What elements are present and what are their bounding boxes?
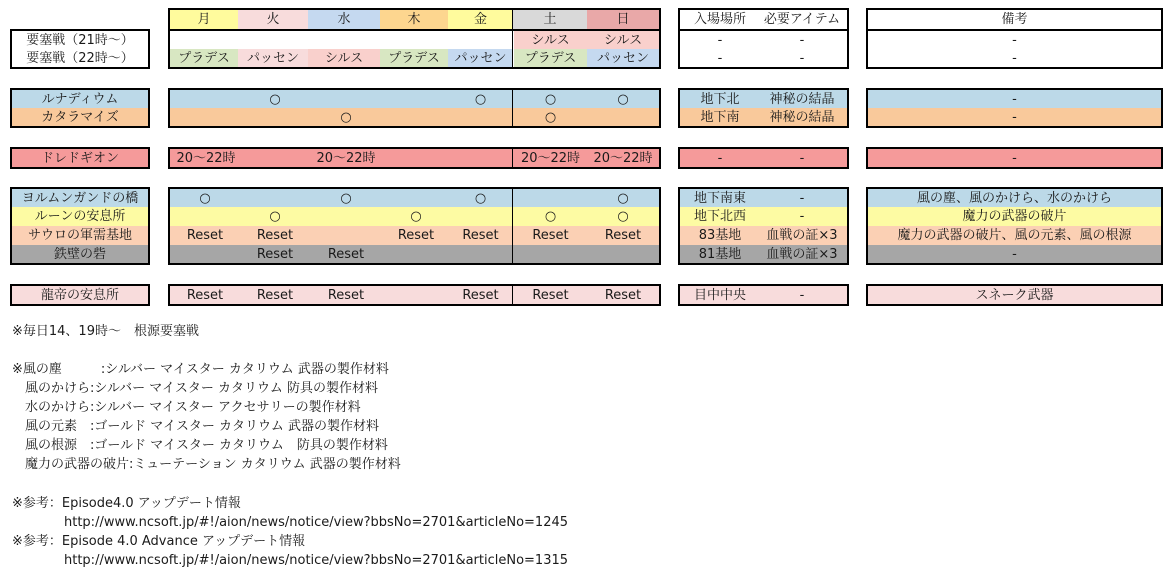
- dragon-name: 龍帝の安息所: [40, 287, 119, 303]
- reference-title: ※参考：Episode4.0 アップデート情報: [12, 496, 241, 511]
- sauro-sun: Reset: [604, 228, 642, 243]
- fortress22-entry: -: [717, 50, 723, 66]
- fortress21-sat: シルス: [514, 31, 587, 49]
- fortress-21-label: 要塞戦（21時～）: [26, 32, 134, 48]
- lunadium-sun: ○: [617, 91, 629, 107]
- group3-notes: [866, 187, 1163, 265]
- ironwall-tue: Reset: [256, 246, 294, 262]
- sauro-note: 魔力の武器の破片、風の元素、風の根源: [868, 226, 1161, 245]
- group3-names: [10, 187, 150, 265]
- jormungand-fri: ○: [474, 190, 487, 206]
- group1-names: [10, 88, 150, 128]
- fortress22-thu: プラデス: [380, 49, 448, 67]
- notes-header-label: 備考: [1001, 12, 1028, 27]
- sauro-entry: 83基地: [698, 228, 742, 243]
- dragon-sun: Reset: [604, 287, 642, 303]
- sauro-fri: Reset: [462, 228, 499, 243]
- dragon-name-box: [10, 284, 150, 306]
- day-tue: 火: [238, 10, 308, 29]
- day-sun: 日: [587, 10, 659, 29]
- fortress22-sat: プラデス: [514, 49, 587, 67]
- kataramize-wed: ○: [340, 109, 352, 125]
- dredgion-sat: 20～22時: [520, 150, 581, 166]
- dredgion-name-box: [10, 147, 150, 169]
- dredgion-wed: 20～22時: [316, 150, 376, 166]
- dragon-entry: 目中中央: [693, 287, 746, 303]
- dragon-fri: Reset: [462, 287, 499, 303]
- fortress21-entry: -: [717, 32, 723, 48]
- fortress22-mon: プラデス: [170, 49, 238, 67]
- rune-sat: ○: [544, 209, 557, 224]
- rune-sun: ○: [617, 209, 629, 224]
- daily-note: ※毎日14、19時～ 根源要塞戦: [12, 324, 199, 339]
- fortress21-sun: シルス: [587, 31, 659, 49]
- sauro-tue: Reset: [256, 228, 294, 243]
- fortress22-sun: パッセン: [587, 49, 659, 67]
- weekend-divider: [512, 8, 513, 31]
- dragon-mon: Reset: [186, 287, 224, 303]
- jormungand-name: ヨルムンガンドの橋: [12, 189, 148, 207]
- fortress22-tue: パッセン: [238, 49, 308, 67]
- dredgion-mon: 20～22時: [176, 150, 236, 166]
- dragon-schedule: [168, 284, 661, 306]
- material-line: 魔力の武器の破片:ミューテーション カタリウム 武器の製作材料: [12, 457, 401, 472]
- rune-thu: ○: [410, 209, 422, 224]
- dragon-entry-box: [678, 284, 849, 306]
- dredgion-entry-box: [678, 147, 849, 169]
- jormungand-note: 風の塵、風のかけら、水のかけら: [868, 189, 1161, 207]
- lunadium-item: 神秘の結晶: [769, 91, 835, 107]
- day-fri: 金: [448, 10, 513, 29]
- rune-entry: 地下北西: [693, 209, 746, 224]
- day-mon: 月: [170, 10, 238, 29]
- lunadium-note: -: [868, 90, 1161, 108]
- dragon-weekend-divider: [512, 284, 513, 306]
- lunadium-tue: ○: [269, 91, 281, 107]
- dragon-tue: Reset: [256, 287, 294, 303]
- dredgion-item: -: [799, 150, 805, 166]
- fortress21-item: -: [799, 32, 805, 48]
- dredgion-sun: 20～22時: [593, 150, 653, 166]
- rune-item: -: [799, 209, 805, 224]
- entry-item-header: [678, 8, 849, 31]
- kataramize-entry: 地下南: [700, 109, 740, 125]
- jormungand-row-bg: [170, 189, 659, 207]
- fortress-frame: [168, 29, 661, 69]
- kataramize-note: -: [868, 108, 1161, 126]
- fortress-notes: [866, 29, 1163, 69]
- ironwall-name: 鉄壁の砦: [12, 245, 148, 263]
- dredgion-note-box: [866, 147, 1163, 169]
- kataramize-name: カタラマイズ: [12, 108, 148, 126]
- group3-weekend-divider: [512, 187, 513, 265]
- jormungand-sun: ○: [617, 190, 629, 206]
- material-line: 風の元素 :ゴールド マイスター カタリウム 武器の製作材料: [12, 419, 379, 434]
- fortress22-item: -: [799, 50, 805, 66]
- day-wed: 水: [308, 10, 380, 29]
- reference-link[interactable]: http://www.ncsoft.jp/#!/aion/news/notice/view?bbsNo=2701&articleNo=1315: [12, 553, 569, 568]
- fortress22-fri: パッセン: [448, 49, 513, 67]
- dredgion-schedule: [168, 147, 661, 169]
- dragon-item: -: [799, 287, 805, 303]
- rune-note: 魔力の武器の破片: [868, 207, 1161, 226]
- group3-schedule: [168, 187, 661, 265]
- jormungand-item: -: [799, 190, 805, 206]
- lunadium-entry: 地下北: [700, 91, 740, 107]
- group3-entry: [678, 187, 849, 265]
- rune-tue: ○: [269, 209, 281, 224]
- dragon-note: スネーク武器: [975, 287, 1054, 303]
- group1-entry: [678, 88, 849, 128]
- dredgion-weekend-divider: [512, 147, 513, 169]
- kataramize-item: 神秘の結晶: [769, 109, 835, 125]
- ironwall-note: -: [868, 245, 1161, 263]
- sauro-name: サウロの軍需基地: [12, 226, 148, 245]
- material-line: 風のかけら:シルバー マイスター カタリウム 防具の製作材料: [12, 381, 379, 396]
- weekday-frame: [168, 8, 661, 31]
- group1-weekend-divider: [512, 88, 513, 128]
- jormungand-wed: ○: [340, 190, 352, 206]
- rune-name: ルーンの安息所: [12, 207, 148, 226]
- lunadium-sat: ○: [544, 91, 557, 107]
- reference-title: ※参考：Episode 4.0 Advance アップデート情報: [12, 534, 306, 549]
- reference-link[interactable]: http://www.ncsoft.jp/#!/aion/news/notice/view?bbsNo=2701&articleNo=1245: [12, 515, 569, 530]
- fortress22-wed: シルス: [308, 49, 380, 67]
- item-header: 必要アイテム: [763, 12, 841, 27]
- day-sat: 土: [513, 10, 587, 29]
- fortress-labels: [10, 29, 150, 69]
- dragon-sat: Reset: [532, 287, 569, 303]
- fortress-weekend-divider: [512, 29, 513, 69]
- entry-header: 入場場所: [693, 12, 746, 27]
- ironwall-item: 血戦の証×3: [766, 246, 838, 262]
- ironwall-wed: Reset: [327, 246, 365, 262]
- day-thu: 木: [380, 10, 448, 29]
- notes-header: [866, 8, 1163, 31]
- sauro-item: 血戦の証×3: [766, 228, 838, 243]
- material-line: 風の根源 :ゴールド マイスター カタリウム 防具の製作材料: [12, 438, 388, 453]
- dredgion-name: ドレドギオン: [40, 150, 119, 166]
- ironwall-entry: 81基地: [698, 246, 742, 262]
- fortress21-note: -: [1012, 32, 1017, 48]
- lunadium-fri: ○: [474, 91, 487, 107]
- lunadium-name: ルナディウム: [12, 90, 148, 108]
- material-line: 水のかけら:シルバー マイスター アクセサリーの製作材料: [12, 400, 361, 415]
- kataramize-sat: ○: [544, 109, 557, 125]
- dragon-wed: Reset: [327, 287, 365, 303]
- dragon-note-box: [866, 284, 1163, 306]
- sauro-thu: Reset: [397, 228, 435, 243]
- fortress22-note: -: [1012, 50, 1017, 66]
- dredgion-note: -: [1012, 150, 1017, 166]
- jormungand-mon: ○: [199, 190, 211, 206]
- sauro-sat: Reset: [532, 228, 569, 243]
- fortress-22-label: 要塞戦（22時～）: [26, 50, 134, 66]
- material-line: ※風の塵 :シルバー マイスター カタリウム 武器の製作材料: [12, 362, 389, 377]
- group1-schedule: [168, 88, 661, 128]
- jormungand-entry: 地下南東: [693, 190, 746, 206]
- group1-notes: [866, 88, 1163, 128]
- sauro-mon: Reset: [186, 228, 224, 243]
- dredgion-entry: -: [717, 150, 723, 166]
- fortress-entry: [678, 29, 849, 69]
